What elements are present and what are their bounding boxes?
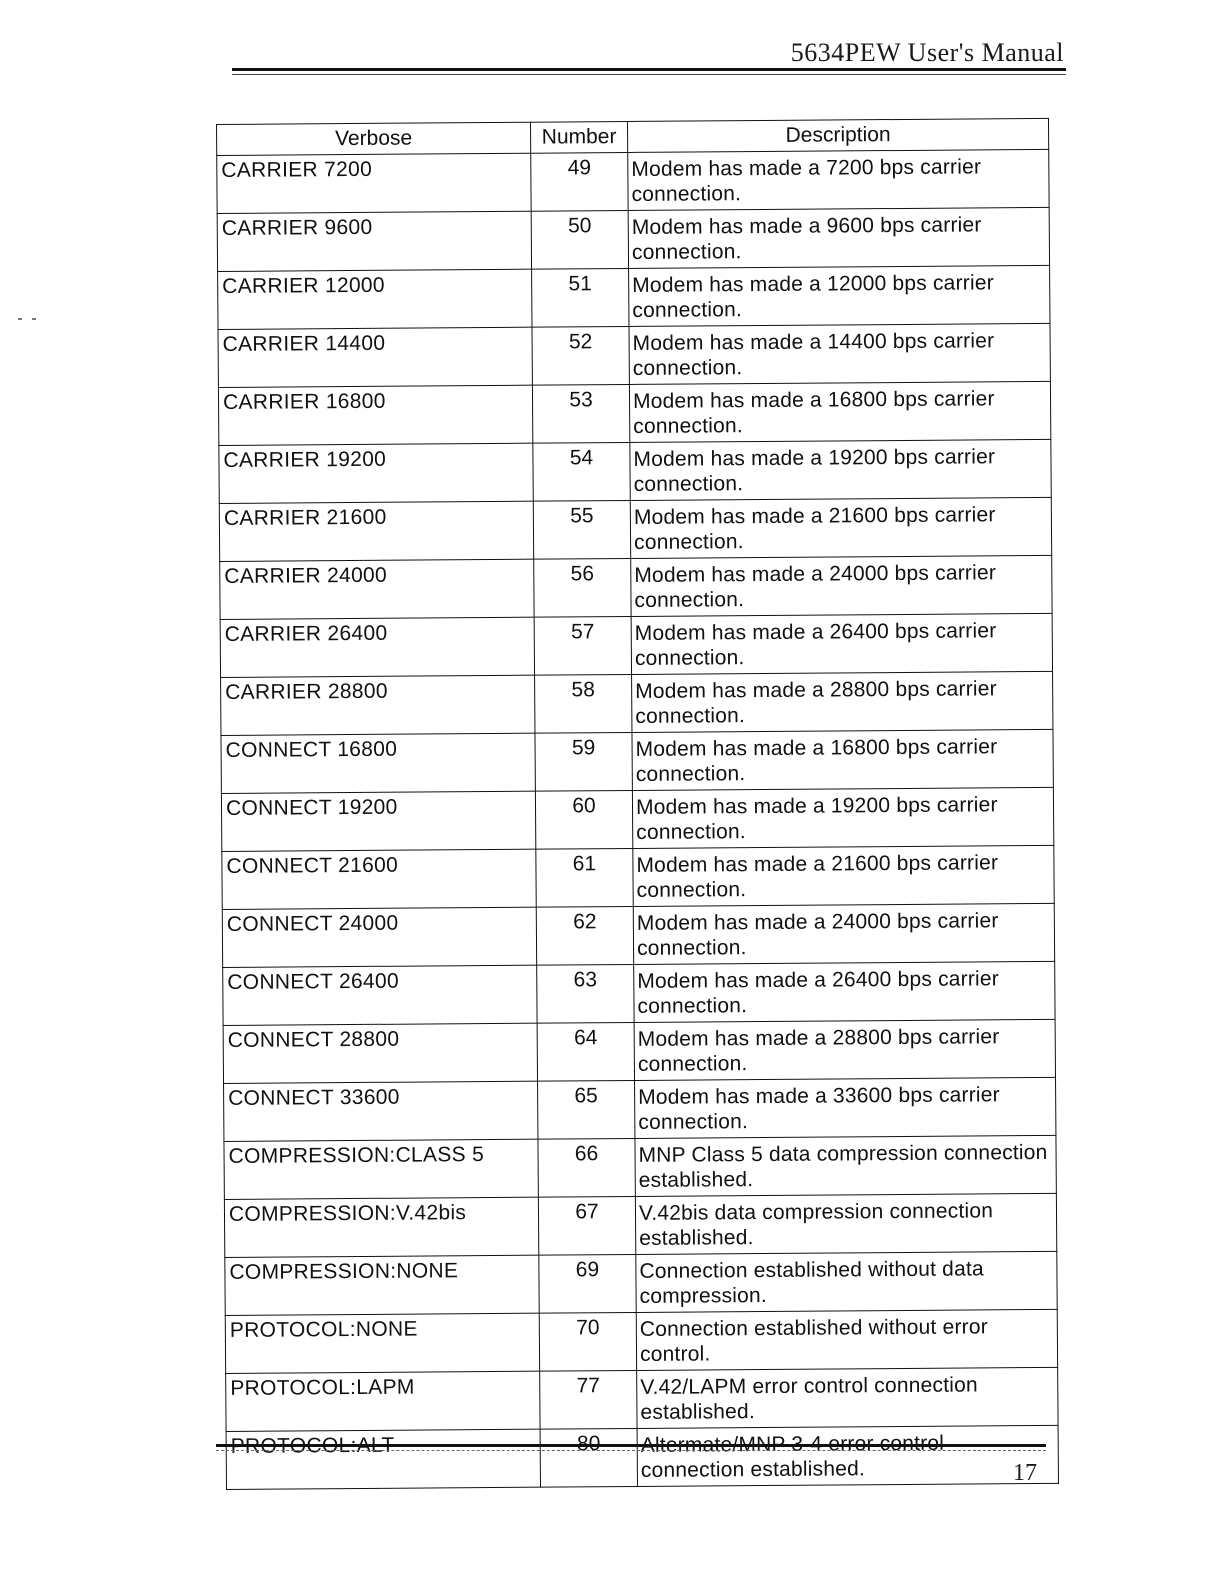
- table-row: [217, 149, 1049, 213]
- cell-verbose: CARRIER 9600: [217, 211, 531, 271]
- cell-description: Connection established without error control.: [636, 1309, 1057, 1370]
- table-row: [222, 903, 1054, 967]
- table-row: [224, 1077, 1056, 1141]
- table-row: [223, 961, 1055, 1025]
- table-row: [219, 497, 1051, 561]
- cell-number: 50: [531, 210, 628, 269]
- cell-description: Modem has made a 16800 bps carrier connection.: [629, 381, 1050, 442]
- cell-description: Modem has made a 26400 bps carrier connection.: [631, 613, 1052, 674]
- table-row: [221, 787, 1053, 851]
- cell-number: 63: [537, 964, 634, 1023]
- cell-verbose: CARRIER 21600: [219, 501, 533, 561]
- cell-verbose: CARRIER 24000: [220, 559, 534, 619]
- scan-speck: [32, 318, 36, 320]
- table-row: [217, 207, 1049, 271]
- cell-description: Modem has made a 14400 bps carrier connection.: [629, 323, 1050, 384]
- cell-number: 51: [532, 268, 629, 327]
- cell-verbose: CARRIER 19200: [219, 443, 533, 503]
- table-row: [224, 1193, 1056, 1257]
- page-number: 17: [1013, 1460, 1037, 1486]
- cell-number: 55: [533, 500, 630, 559]
- header-rule: [232, 68, 1066, 71]
- cell-number: 69: [539, 1254, 636, 1313]
- cell-number: 57: [534, 616, 631, 675]
- cell-verbose: COMPRESSION:V.42bis: [224, 1197, 538, 1257]
- cell-description: Modem has made a 19200 bps carrier connection.: [632, 787, 1053, 848]
- cell-verbose: CARRIER 26400: [220, 617, 534, 677]
- cell-description: V.42/LAPM error control connection established.: [637, 1367, 1058, 1428]
- cell-number: 49: [531, 152, 628, 211]
- table-row: [218, 381, 1050, 445]
- table-row: [226, 1367, 1058, 1431]
- cell-verbose: CARRIER 16800: [218, 385, 532, 445]
- table-row: [222, 845, 1054, 909]
- cell-description: Modem has made a 26400 bps carrier connection.: [634, 961, 1055, 1022]
- cell-verbose: CARRIER 28800: [221, 675, 535, 735]
- table-body: [217, 149, 1059, 1489]
- table-row: [218, 323, 1050, 387]
- cell-number: 80: [540, 1428, 637, 1487]
- table-row: [225, 1251, 1057, 1315]
- cell-description: Modem has made a 16800 bps carrier connection.: [632, 729, 1053, 790]
- cell-number: 54: [533, 442, 630, 501]
- cell-number: 60: [535, 790, 632, 849]
- result-codes-table-container: [216, 118, 1058, 1490]
- cell-number: 61: [536, 848, 633, 907]
- cell-number: 52: [532, 326, 629, 385]
- cell-verbose: CONNECT 28800: [223, 1023, 537, 1083]
- table-row: [221, 729, 1053, 793]
- cell-description: Modem has made a 7200 bps carrier connection.: [628, 149, 1049, 210]
- cell-description: Modem has made a 28800 bps carrier connection.: [634, 1019, 1055, 1080]
- cell-description: V.42bis data compression connection established.: [635, 1193, 1056, 1254]
- cell-description: MNP Class 5 data compression connection established.: [635, 1135, 1056, 1196]
- cell-number: 59: [535, 732, 632, 791]
- cell-verbose: CONNECT 33600: [224, 1081, 538, 1141]
- cell-number: 67: [538, 1196, 635, 1255]
- column-header-number: Number: [530, 121, 627, 153]
- cell-verbose: CONNECT 21600: [222, 849, 536, 909]
- column-header-description: Description: [627, 118, 1048, 152]
- cell-number: 70: [539, 1312, 636, 1371]
- footer-rule: [216, 1444, 1046, 1447]
- cell-description: Modem has made a 33600 bps carrier connection.: [635, 1077, 1056, 1138]
- cell-number: 62: [536, 906, 633, 965]
- table-row: [225, 1309, 1057, 1373]
- cell-verbose: CARRIER 7200: [217, 153, 531, 213]
- cell-verbose: COMPRESSION:CLASS 5: [224, 1139, 538, 1199]
- cell-number: 56: [534, 558, 631, 617]
- cell-description: Modem has made a 19200 bps carrier connection.: [630, 439, 1051, 500]
- table-row: [218, 265, 1050, 329]
- cell-verbose: PROTOCOL:LAPM: [226, 1371, 540, 1431]
- cell-verbose: PROTOCOL:ALT: [226, 1429, 540, 1489]
- cell-number: 58: [535, 674, 632, 733]
- cell-description: Modem has made a 28800 bps carrier connection.: [632, 671, 1053, 732]
- cell-verbose: CONNECT 16800: [221, 733, 535, 793]
- cell-number: 64: [537, 1022, 634, 1081]
- cell-verbose: COMPRESSION:NONE: [225, 1255, 539, 1315]
- table-row: [220, 555, 1052, 619]
- cell-number: 66: [538, 1138, 635, 1197]
- cell-description: Modem has made a 24000 bps carrier connection.: [633, 903, 1054, 964]
- cell-number: 65: [538, 1080, 635, 1139]
- table-row: [221, 671, 1053, 735]
- cell-number: 77: [540, 1370, 637, 1429]
- cell-description: Connection established without data compression.: [636, 1251, 1057, 1312]
- cell-verbose: CONNECT 19200: [221, 791, 535, 851]
- result-codes-table: [216, 118, 1059, 1490]
- cell-verbose: CARRIER 12000: [218, 269, 532, 329]
- cell-description: Altermate/MNP 3-4 error control connection established.: [637, 1425, 1058, 1486]
- table-row: [223, 1019, 1055, 1083]
- table-row: [220, 613, 1052, 677]
- cell-verbose: CONNECT 24000: [222, 907, 536, 967]
- table-row: [226, 1425, 1058, 1489]
- cell-verbose: CONNECT 26400: [223, 965, 537, 1025]
- cell-description: Modem has made a 9600 bps carrier connection.: [628, 207, 1049, 268]
- column-header-verbose: Verbose: [217, 122, 531, 155]
- cell-verbose: PROTOCOL:NONE: [225, 1313, 539, 1373]
- cell-description: Modem has made a 12000 bps carrier connection.: [629, 265, 1050, 326]
- cell-number: 53: [532, 384, 629, 443]
- scan-speck: [18, 318, 22, 320]
- running-header-title: 5634PEW User's Manual: [790, 38, 1064, 67]
- cell-description: Modem has made a 21600 bps carrier connection.: [630, 497, 1051, 558]
- table-row: [224, 1135, 1056, 1199]
- table-row: [219, 439, 1051, 503]
- cell-description: Modem has made a 21600 bps carrier connection.: [633, 845, 1054, 906]
- cell-verbose: CARRIER 14400: [218, 327, 532, 387]
- cell-description: Modem has made a 24000 bps carrier connection.: [631, 555, 1052, 616]
